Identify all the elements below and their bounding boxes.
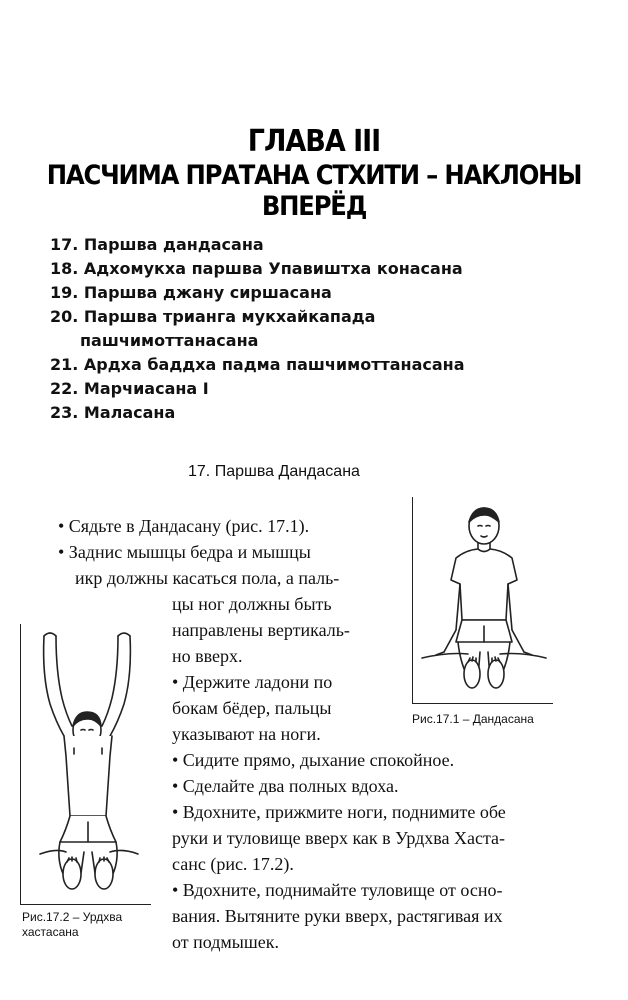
instruction-line: от подмышек. — [172, 932, 279, 952]
instruction-line: • Заднис мышцы бедра и мышцы — [58, 542, 311, 562]
pose-list-item: 18. Адхомукха паршва Упавиштха конасана — [50, 259, 463, 278]
instruction-line: • Сделайте два полных вдоха. — [172, 776, 399, 796]
instruction-line: • Вдохните, прижмите ноги, поднимите обе — [172, 802, 506, 822]
figure-17-2-caption-cont: хастасана — [22, 925, 79, 939]
instruction-line: руки и туловище вверх как в Урдхва Хаста- — [172, 828, 506, 848]
instruction-line: вания. Вытяните руки вверх, растягивая их — [172, 906, 503, 926]
pose-list-item: 23. Маласана — [50, 403, 176, 422]
instruction-line: икр должны касаться пола, а паль- — [75, 568, 340, 588]
instruction-line: цы ног должны быть — [172, 594, 332, 614]
pose-list-item-continuation: пашчимоттанасана — [80, 331, 259, 350]
figure-17-1-caption: Рис.17.1 – Дандасана — [412, 712, 534, 726]
section-title: 17. Паршва Дандасана — [188, 463, 360, 480]
instruction-line: • Сидите прямо, дыхание спокойное. — [172, 750, 455, 770]
pose-list-item: 19. Паршва джану сиршасана — [50, 283, 332, 302]
figure-17-2-caption: Рис.17.2 – Урдхва — [22, 910, 123, 924]
urdhva-hastasana-illustration — [26, 626, 150, 902]
pose-list-item: 20. Паршва трианга мукхайкапада — [50, 307, 376, 326]
instruction-line: санс (рис. 17.2). — [172, 854, 294, 874]
pose-list — [50, 233, 465, 425]
chapter-title: ГЛАВА III — [247, 124, 381, 159]
instruction-line: бокам бёдер, пальцы — [172, 698, 332, 718]
chapter-subtitle: ПАСЧИМА ПРАТАНА СТХИТИ – НАКЛОНЫ ВПЕРЁД — [46, 160, 582, 222]
instruction-line: но вверх. — [172, 646, 243, 666]
instruction-line: • Сядьте в Дандасану (рис. 17.1). — [58, 516, 310, 536]
pose-list-item: 22. Марчиасана I — [50, 379, 209, 398]
instruction-line: указывают на ноги. — [172, 724, 321, 744]
instruction-line: • Держите ладони по — [172, 672, 333, 692]
instruction-line: • Вдохните, поднимайте туловище от осно- — [172, 880, 503, 900]
pose-list-item: 21. Ардха баддха падма пашчимоттанасана — [50, 355, 465, 374]
pose-list-item: 17. Паршва дандасана — [50, 235, 264, 254]
instruction-line: направлены вертикаль- — [172, 620, 350, 640]
dandasana-illustration — [418, 502, 550, 700]
